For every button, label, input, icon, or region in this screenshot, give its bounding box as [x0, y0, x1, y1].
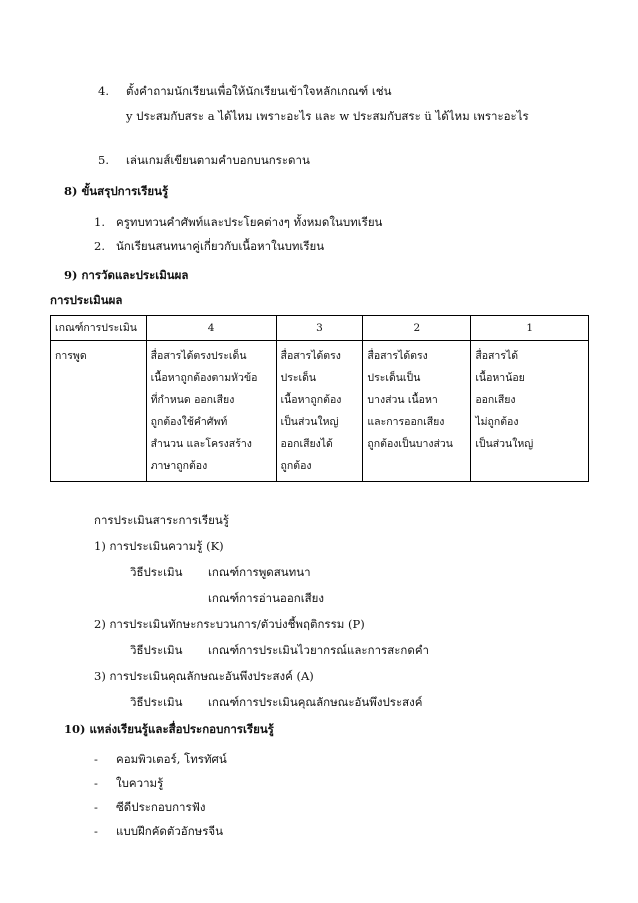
rubric-header-level-4: 4 [146, 316, 276, 341]
rubric-level-1-cell [471, 341, 589, 482]
rubric-level-3-line: ประเด็น [280, 372, 317, 384]
resource-bullet: - [94, 800, 98, 814]
activity-4-number: 4. [98, 84, 109, 98]
rubric-level-4-line: ภาษาถูกต้อง [150, 460, 208, 472]
rubric-level-3-line: เนื้อหาถูกต้อง [280, 394, 342, 406]
assessment-a-method-row [130, 694, 422, 710]
rubric-level-4-cell [146, 341, 276, 482]
assessment-title: การประเมินสาระการเรียนรู้ [94, 513, 229, 527]
rubric-level-2-line: ประเด็นเป็น [367, 372, 421, 384]
rubric-level-2-line: และการออกเสียง [367, 416, 445, 428]
rubric-row-speaking [51, 341, 589, 482]
assessment-a-method: เกณฑ์การประเมินคุณลักษณะอันพึงประสงค์ [208, 695, 423, 709]
rubric-level-3-line: ถูกต้อง [280, 460, 312, 472]
evaluation-subheading: การประเมินผล [50, 293, 123, 307]
section-8-item-2 [94, 238, 324, 254]
rubric-level-4-line: สำนวน และโครงสร้าง [150, 438, 252, 450]
rubric-header-level-2: 2 [363, 316, 471, 341]
section-8-item-1-text: ครูทบทวนคำศัพท์และประโยคต่างๆ ทั้งหมดในบทเรียน [116, 215, 383, 229]
rubric-level-3-line: เป็นส่วนใหญ่ [280, 416, 339, 428]
rubric-level-3-line: ออกเสียงได้ [280, 438, 333, 450]
assessment-a-method-label: วิธีประเมิน [130, 695, 183, 709]
resource-item [94, 775, 163, 791]
assessment-k-method-row-1 [130, 564, 311, 580]
activity-4 [98, 83, 391, 99]
resource-item [94, 751, 227, 767]
rubric-header-level-1: 1 [471, 316, 589, 341]
assessment-p-method-label: วิธีประเมิน [130, 643, 183, 657]
rubric-level-3-line: สื่อสารได้ตรง [280, 350, 341, 362]
resource-item-text: ใบความรู้ [116, 776, 164, 790]
activity-4-text: ตั้งคำถามนักเรียนเพื่อให้นักเรียนเข้าใจหลักเกณฑ์ เช่น [126, 84, 392, 98]
section-8-item-2-text: นักเรียนสนทนาคู่เกี่ยวกับเนื้อหาในบทเรียน [116, 239, 325, 253]
rubric-level-4-line: ที่กำหนด ออกเสียง [150, 394, 235, 406]
assessment-k-method-2: เกณฑ์การอ่านออกเสียง [208, 591, 325, 605]
assessment-k-method-1: เกณฑ์การพูดสนทนา [208, 565, 311, 579]
section-8-item-1-number: 1. [94, 215, 105, 229]
activity-5-number: 5. [98, 153, 109, 167]
activity-5 [98, 152, 310, 168]
resource-bullet: - [94, 776, 98, 790]
rubric-level-1-line: เนื้อหาน้อย [475, 372, 525, 384]
assessment-p-heading: 2) การประเมินทักษะกระบวนการ/ตัวบ่งชี้พฤติกรรม (P) [94, 617, 365, 631]
resource-item [94, 823, 223, 839]
activity-4-example [126, 108, 529, 124]
section-8-item-2-number: 2. [94, 239, 105, 253]
resource-bullet: - [94, 824, 98, 838]
rubric-level-3-cell [276, 341, 363, 482]
resource-item-text: ซีดีประกอบการฟัง [116, 800, 206, 814]
assessment-a-heading: 3) การประเมินคุณลักษณะอันพึงประสงค์ (A) [94, 669, 314, 683]
rubric-level-1-line: ไม่ถูกต้อง [475, 416, 519, 428]
activity-5-text: เล่นเกมส์เขียนตามคำบอกบนกระดาน [126, 153, 310, 167]
rubric-level-4-line: เนื้อหาถูกต้องตามหัวข้อ [150, 372, 258, 384]
rubric-level-1-line: ออกเสียง [475, 394, 516, 406]
rubric-level-4-line: ถูกต้องใช้คำศัพท์ [150, 416, 228, 428]
section-8-item-1 [94, 214, 382, 230]
section-9-heading: 9) การวัดและประเมินผล [64, 268, 189, 282]
rubric-header-criterion: เกณฑ์การประเมิน [51, 316, 147, 341]
rubric-level-2-line: บางส่วน เนื้อหา [367, 394, 438, 406]
resource-item-text: คอมพิวเตอร์, โทรทัศน์ [116, 752, 227, 766]
rubric-header-level-3: 3 [276, 316, 363, 341]
rubric-level-2-cell [363, 341, 471, 482]
rubric-level-1-line: เป็นส่วนใหญ่ [475, 438, 534, 450]
assessment-p-method: เกณฑ์การประเมินไวยากรณ์และการสะกดคำ [208, 643, 429, 657]
resource-item-text: แบบฝึกคัดตัวอักษรจีน [116, 824, 224, 838]
rubric-level-2-line: ถูกต้องเป็นบางส่วน [367, 438, 453, 450]
rubric-level-1-line: สื่อสารได้ [475, 350, 519, 362]
rubric-criterion-speaking: การพูด [51, 341, 147, 482]
activity-4-example-text: y ประสมกับสระ a ได้ไหม เพราะอะไร และ w ประสมกับสระ ü ได้ไหม เพราะอะไร [126, 109, 529, 123]
assessment-k-heading: 1) การประเมินความรู้ (K) [94, 539, 224, 553]
rubric-table [50, 315, 589, 482]
assessment-p-method-row [130, 642, 429, 658]
section-10-heading: 10) แหล่งเรียนรู้และสื่อประกอบการเรียนรู้ [64, 722, 274, 736]
rubric-level-4-line: สื่อสารได้ตรงประเด็น [150, 350, 247, 362]
rubric-level-2-line: สื่อสารได้ตรง [367, 350, 428, 362]
section-8-heading: 8) ขั้นสรุปการเรียนรู้ [64, 184, 169, 198]
rubric-header-row [51, 316, 589, 341]
resource-item [94, 799, 205, 815]
resource-bullet: - [94, 752, 98, 766]
assessment-k-method-label: วิธีประเมิน [130, 565, 183, 579]
